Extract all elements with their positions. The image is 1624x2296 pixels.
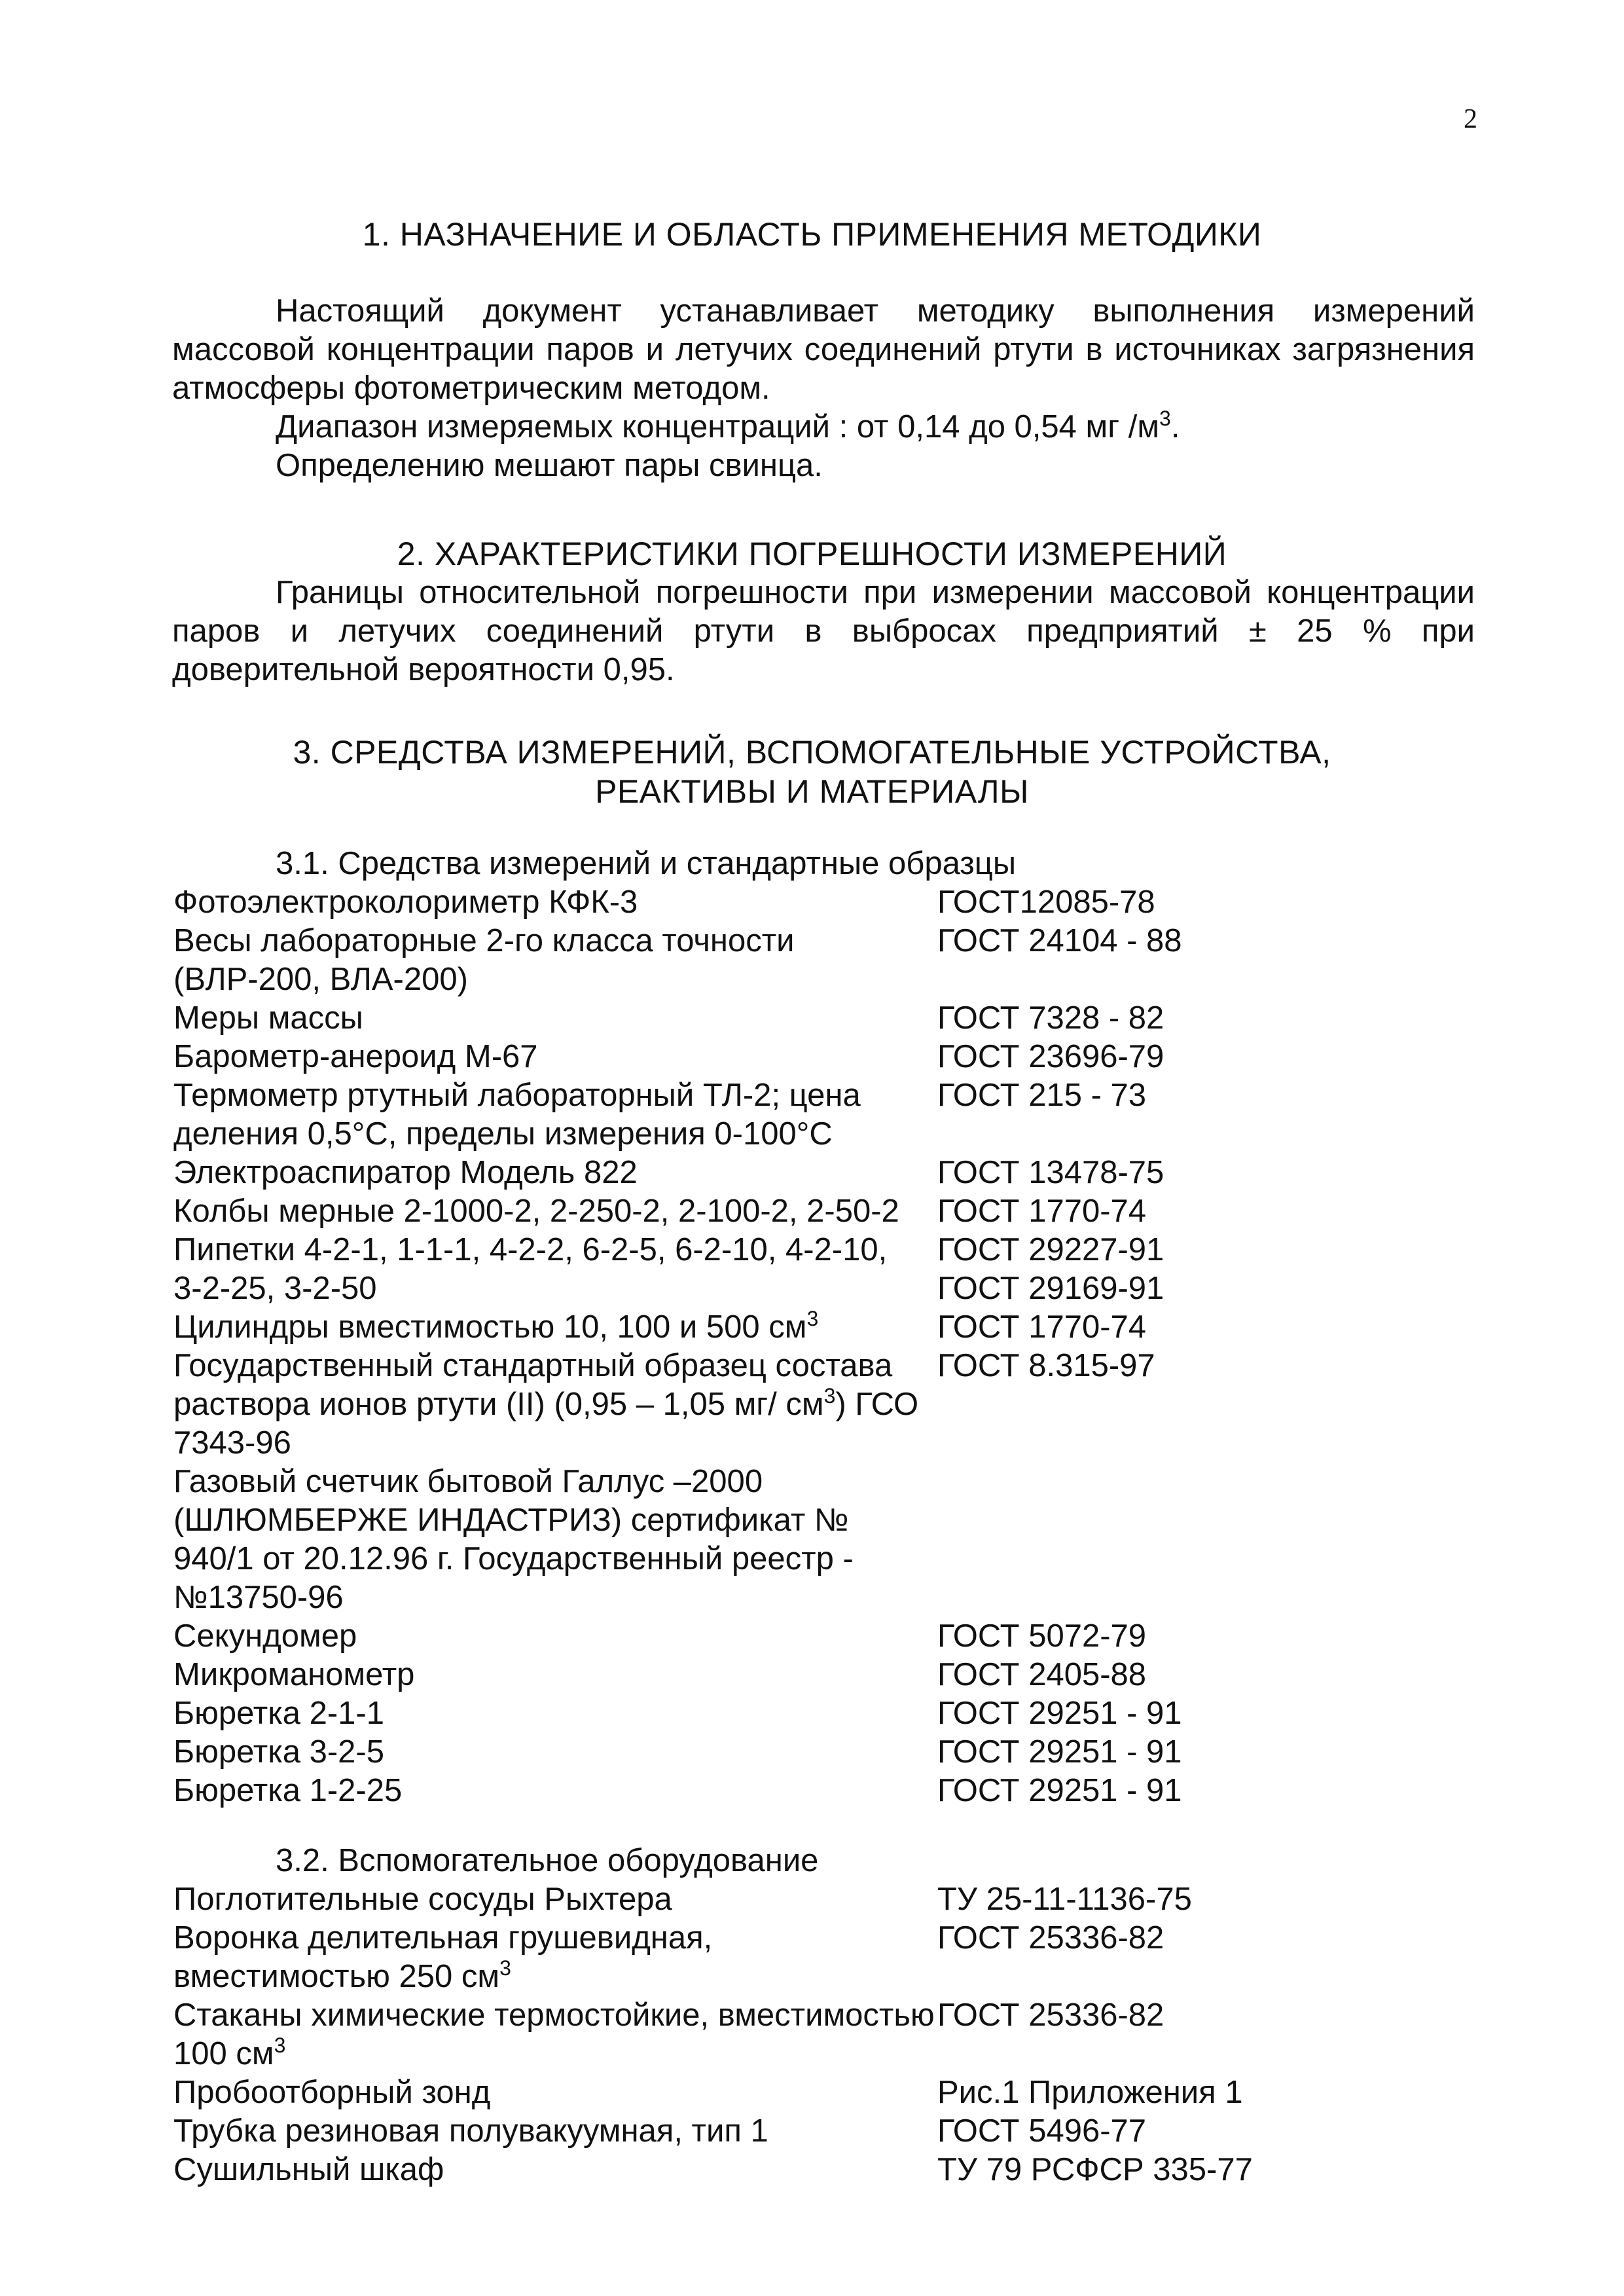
- item-name: [173, 1231, 937, 1269]
- subsection-3-1-title: 3.1. Средства измерений и стандартные образцы: [276, 846, 1017, 881]
- item-standard: ГОСТ 23696-79: [937, 1039, 1164, 1074]
- list-item: [173, 1038, 1483, 1076]
- item-name: [173, 2112, 937, 2151]
- section-3-title-line-2: РЕАКТИВЫ И МАТЕРИАЛЫ: [595, 773, 1029, 810]
- item-name: [173, 1919, 937, 1996]
- list-item: [173, 1308, 1483, 1347]
- item-name: [173, 1880, 937, 1919]
- item-name-end: ) ГСО 7343-96: [173, 1387, 919, 1461]
- list-item: [173, 883, 1483, 922]
- item-name-text: Секундомер: [173, 1618, 357, 1654]
- item-name: [173, 1308, 937, 1347]
- item-name-text: Бюретка 3-2-5: [173, 1734, 384, 1770]
- list-item: [173, 1919, 1483, 1996]
- item-standard: ГОСТ 29169-91: [937, 1271, 1164, 1306]
- item-standard: ГОСТ 7328 - 82: [937, 1000, 1164, 1036]
- item-standard: ГОСТ 5496-77: [937, 2113, 1147, 2149]
- item-name-text: Колбы мерные 2-1000-2, 2-250-2, 2-100-2, 2-50-2: [173, 1194, 899, 1229]
- item-name-text: Сушильный шкаф: [173, 2152, 444, 2187]
- item-name-text: Поглотительные сосуды Рыхтера: [173, 1882, 672, 1917]
- list-item: [173, 1231, 1483, 1269]
- list-item: [173, 1880, 1483, 1919]
- item-standard: ГОСТ 1770-74: [937, 1309, 1147, 1345]
- section-1-title: 1. НАЗНАЧЕНИЕ И ОБЛАСТЬ ПРИМЕНЕНИЯ МЕТОДИКИ: [362, 216, 1262, 253]
- item-name-text: Электроаспиратор Модель 822: [173, 1155, 638, 1190]
- item-name: [173, 922, 937, 999]
- list-item: [173, 2073, 1483, 2112]
- item-name-text: Пробоотборный зонд: [173, 2075, 491, 2110]
- item-name: [173, 1038, 937, 1076]
- item-name-text: Стаканы химические термостойкие, вместимостью 100 см: [173, 1997, 935, 2071]
- item-standard: ГОСТ 2405-88: [937, 1657, 1147, 1692]
- item-name-text: Фотоэлектроколориметр КФК-3: [173, 884, 638, 920]
- item-name: [173, 1269, 937, 1308]
- range-text: Диапазон измеряемых концентраций : от 0,14 до 0,54 мг /м: [276, 409, 1160, 445]
- item-standard: ГОСТ 215 - 73: [937, 1078, 1147, 1113]
- item-name: [173, 1656, 937, 1694]
- item-standard: ГОСТ 29251 - 91: [937, 1734, 1182, 1770]
- section-2-body: [172, 574, 1475, 689]
- section-1-paragraph-interference: Определению мешают пары свинца.: [276, 448, 823, 483]
- item-name-text: Газовый счетчик бытовой Галлус –2000 (ШЛЮМБЕРЖЕ ИНДАСТРИЗ) сертификат № 940/1 от 20.12.96 г. Государственный реестр - №13750-96: [173, 1464, 854, 1615]
- item-standard: ГОСТ 29227-91: [937, 1232, 1164, 1267]
- list-item: [173, 999, 1483, 1038]
- list-item: [173, 1694, 1483, 1733]
- list-item: [173, 1733, 1483, 1772]
- item-name-text: Барометр-анероид М-67: [173, 1039, 538, 1074]
- section-1-paragraph-range: [172, 408, 1475, 446]
- item-standard: ГОСТ 29251 - 91: [937, 1773, 1182, 1808]
- item-name: [173, 1154, 937, 1192]
- item-name-text: Государственный стандартный образец состава раствора ионов ртути (II) (0,95 – 1,05 мг/ см: [173, 1348, 893, 1422]
- list-item: [173, 1076, 1483, 1154]
- item-name-text: Микроманометр: [173, 1657, 415, 1692]
- item-standard: ГОСТ 1770-74: [937, 1194, 1147, 1229]
- auxiliary-equipment-list: [173, 1880, 1483, 2189]
- item-name-superscript: 3: [806, 1307, 819, 1330]
- item-standard: ГОСТ 13478-75: [937, 1155, 1164, 1190]
- item-name-text: Бюретка 2-1-1: [173, 1696, 384, 1731]
- section-1-paragraph-purpose: Настоящий документ устанавливает методику выполнения измерений массовой концентрации паров и летучих соединений ртути в источниках загрязнения атмосферы фотометрическим методом.: [172, 293, 1475, 406]
- section-3-title-line-1: 3. СРЕДСТВА ИЗМЕРЕНИЙ, ВСПОМОГАТЕЛЬНЫЕ УСТРОЙСТВА,: [293, 734, 1331, 771]
- section-2-paragraph-error: Границы относительной погрешности при измерении массовой концентрации паров и летучих соединений ртути в выбросах предприятий ± 25 % при доверительной вероятности 0,95.: [172, 575, 1475, 687]
- measuring-instruments-list: [173, 883, 1483, 1810]
- item-standard: ГОСТ 29251 - 91: [937, 1696, 1182, 1731]
- item-standard: [937, 1463, 1483, 1617]
- item-name: [173, 1772, 937, 1810]
- item-name: [173, 1694, 937, 1733]
- list-item: [173, 1463, 1483, 1617]
- item-standard: ГОСТ 25336-82: [937, 1997, 1164, 2033]
- item-name-text: Воронка делительная грушевидная, вместимостью 250 см: [173, 1920, 713, 1994]
- item-name: [173, 1733, 937, 1772]
- item-name: [173, 1617, 937, 1656]
- section-1-body: [172, 292, 1475, 485]
- item-name-superscript: 3: [823, 1384, 836, 1408]
- item-name-text: Весы лабораторные 2-го класса точности (ВЛР-200, ВЛА-200): [173, 923, 795, 997]
- item-name: [173, 1463, 937, 1617]
- list-item: [173, 2112, 1483, 2151]
- item-name: [173, 883, 937, 922]
- item-name: [173, 1347, 937, 1463]
- item-name: [173, 1192, 937, 1231]
- list-item: [173, 1656, 1483, 1694]
- item-standard: ГОСТ12085-78: [937, 884, 1155, 920]
- list-item: [173, 1154, 1483, 1192]
- list-item: [173, 1269, 1483, 1308]
- range-end: .: [1170, 409, 1180, 445]
- item-name-text: 3-2-25, 3-2-50: [173, 1271, 377, 1306]
- subsection-3-2-title: 3.2. Вспомогательное оборудование: [276, 1843, 819, 1878]
- item-name-text: Цилиндры вместимостью 10, 100 и 500 см: [173, 1309, 807, 1345]
- item-standard: ГОСТ 5072-79: [937, 1618, 1147, 1654]
- list-item: [173, 1996, 1483, 2073]
- item-name: [173, 2151, 937, 2189]
- item-name: [173, 2073, 937, 2112]
- list-item: [173, 1347, 1483, 1463]
- item-name-text: Меры массы: [173, 1000, 363, 1036]
- item-name-text: Термометр ртутный лабораторный ТЛ-2; цена деления 0,5°С, пределы измерения 0-100°С: [173, 1078, 861, 1152]
- list-item: [173, 922, 1483, 999]
- list-item: [173, 2151, 1483, 2189]
- item-name-superscript: 3: [274, 2033, 286, 2057]
- list-item: [173, 1617, 1483, 1656]
- item-name: [173, 999, 937, 1038]
- item-name-text: Пипетки 4-2-1, 1-1-1, 4-2-2, 6-2-5, 6-2-10, 4-2-10,: [173, 1232, 888, 1267]
- item-name-text: Трубка резиновая полувакуумная, тип 1: [173, 2113, 768, 2149]
- list-item: [173, 1192, 1483, 1231]
- item-name-text: Бюретка 1-2-25: [173, 1773, 403, 1808]
- item-name-superscript: 3: [499, 1956, 511, 1980]
- item-standard: ТУ 25-11-1136-75: [937, 1882, 1192, 1917]
- list-item: [173, 1772, 1483, 1810]
- item-name: [173, 1076, 937, 1154]
- item-standard: Рис.1 Приложения 1: [937, 2075, 1243, 2110]
- page-number: 2: [1464, 104, 1477, 134]
- item-standard: ТУ 79 РСФСР 335-77: [937, 2152, 1253, 2187]
- item-standard: ГОСТ 8.315-97: [937, 1348, 1155, 1383]
- range-superscript: 3: [1159, 407, 1171, 430]
- item-standard: ГОСТ 24104 - 88: [937, 923, 1182, 958]
- section-2-title: 2. ХАРАКТЕРИСТИКИ ПОГРЕШНОСТИ ИЗМЕРЕНИЙ: [397, 536, 1227, 572]
- item-standard: ГОСТ 25336-82: [937, 1920, 1164, 1956]
- item-name: [173, 1996, 937, 2073]
